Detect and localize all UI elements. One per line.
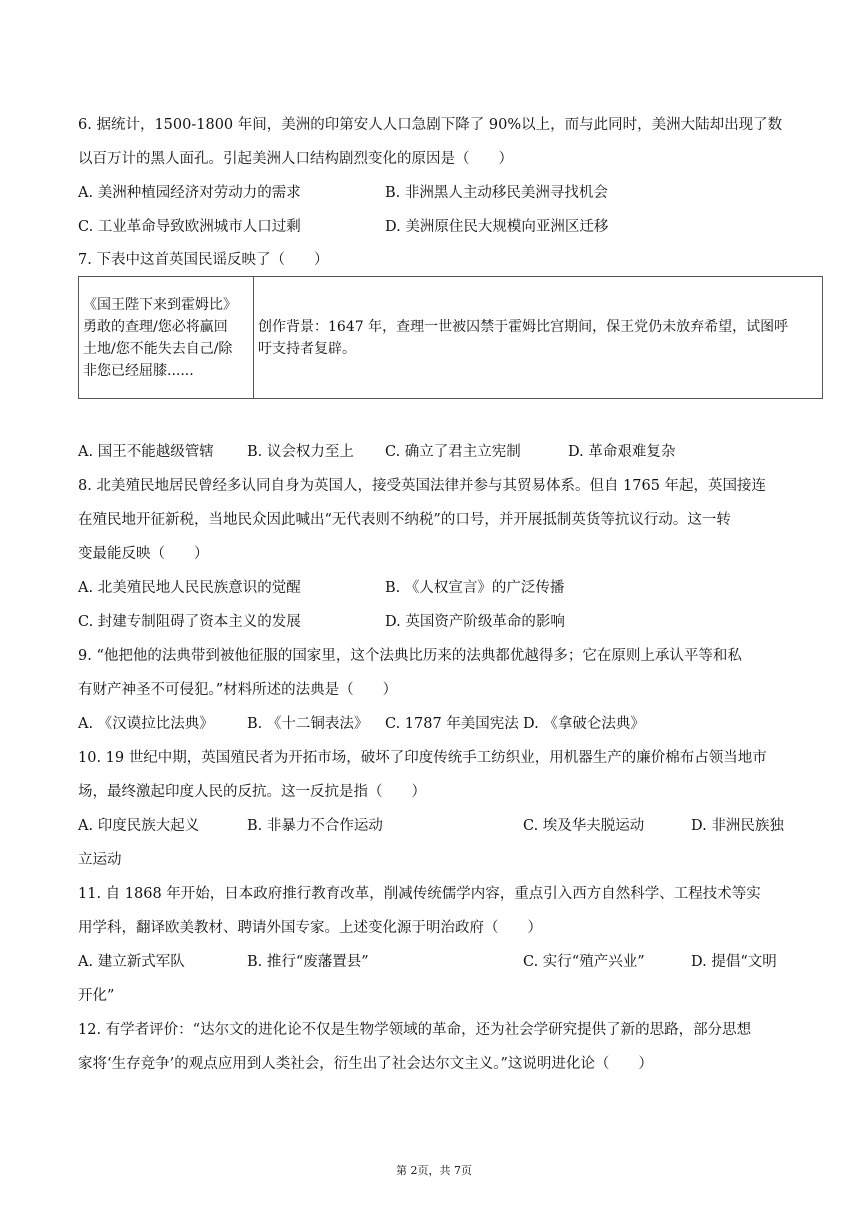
question-10-stem-line-1: 10. 19 世纪中期，英国殖民者为开拓市场，破坏了印度传统手工纺织业，用机器生产的廉价棉布占领当地市 bbox=[78, 750, 767, 766]
question-8-stem-line-1: 8. 北美殖民地居民曾经多认同自身为英国人，接受英国法律并参与其贸易体系。但自 1765 年起，英国接连 bbox=[78, 478, 767, 494]
option-d[interactable]: D. 《拿破仑法典》 bbox=[523, 716, 645, 732]
question-10-stem-line-2: 场，最终激起印度人民的反抗。这一反抗是指（ ） bbox=[78, 784, 426, 800]
option-c[interactable]: C. 工业革命导致欧洲城市人口过剩 bbox=[78, 219, 301, 235]
question-8-stem-line-3: 变最能反映（ ） bbox=[78, 546, 209, 562]
question-10-option-d-wrap: 立运动 bbox=[78, 852, 122, 868]
option-a[interactable]: A. 建立新式军队 bbox=[78, 954, 185, 970]
option-c[interactable]: C. 确立了君主立宪制 bbox=[385, 444, 521, 460]
question-9-stem-line-1: 9. “他把他的法典带到被他征服的国家里，这个法典比历来的法典都优越得多；它在原则上承认平等和私 bbox=[78, 648, 742, 664]
option-b[interactable]: B. 非洲黑人主动移民美洲寻找机会 bbox=[385, 185, 608, 201]
question-11-stem-line-1: 11. 自 1868 年开始，日本政府推行教育改革，削减传统儒学内容，重点引入西方自然科学、工程技术等实 bbox=[78, 886, 761, 902]
ballad-background-cell bbox=[254, 277, 823, 399]
ballad-line: 勇敢的查理/您必将赢回 bbox=[83, 318, 228, 335]
ballad-lyrics-cell bbox=[79, 277, 254, 399]
question-6-options-row-1 bbox=[78, 176, 838, 210]
question-7 bbox=[78, 243, 838, 277]
question-7-stem: 7. 下表中这首英国民谣反映了（ ） bbox=[78, 252, 329, 268]
question-11 bbox=[78, 877, 838, 1013]
question-8-options-row-1 bbox=[78, 571, 838, 605]
question-12-stem-line-2: 家将‘生存竞争’的观点应用到人类社会，衍生出了社会达尔文主义。”这说明进化论（ ） bbox=[78, 1056, 653, 1072]
option-b[interactable]: B. 《十二铜表法》 bbox=[247, 716, 369, 732]
ballad-line: 非您已经屈膝...... bbox=[83, 362, 194, 379]
option-b[interactable]: B. 推行“废藩置县” bbox=[247, 954, 369, 970]
option-c[interactable]: C. 1787 年美国宪法 bbox=[385, 716, 519, 732]
question-7-options-row bbox=[78, 435, 838, 469]
question-11-stem-line-2: 用学科，翻译欧美教材、聘请外国专家。上述变化源于明治政府（ ） bbox=[78, 920, 542, 936]
option-b[interactable]: B. 《人权宣言》的广泛传播 bbox=[385, 580, 565, 596]
question-9-stem-line-2: 有财产神圣不可侵犯。”材料所述的法典是（ ） bbox=[78, 682, 398, 698]
ballad-background-line-1: 创作背景：1647 年，查理一世被囚禁于霍姆比宫期间，保王党仍未放弃希望，试图呼 bbox=[258, 318, 789, 335]
question-8 bbox=[78, 469, 838, 639]
option-a[interactable]: A. 印度民族大起义 bbox=[78, 818, 200, 834]
question-8-stem-line-2: 在殖民地开征新税，当地民众因此喊出“无代表则不纳税”的口号，并开展抵制英货等抗议行动。这一转 bbox=[78, 512, 731, 528]
question-10-options-row bbox=[78, 809, 838, 843]
question-8-options-row-2 bbox=[78, 605, 838, 639]
question-6-stem-line-2: 以百万计的黑人面孔。引起美洲人口结构剧烈变化的原因是（ ） bbox=[78, 151, 513, 167]
question-12 bbox=[78, 1013, 838, 1081]
option-b[interactable]: B. 非暴力不合作运动 bbox=[247, 818, 383, 834]
question-12-stem-line-1: 12. 有学者评价：“达尔文的进化论不仅是生物学领域的革命，还为社会学研究提供了新的思路，部分思想 bbox=[78, 1022, 752, 1038]
question-9 bbox=[78, 639, 838, 741]
option-c[interactable]: C. 埃及华夫脱运动 bbox=[523, 818, 645, 834]
question-10 bbox=[78, 741, 838, 877]
option-d[interactable]: D. 英国资产阶级革命的影响 bbox=[385, 614, 565, 630]
option-a[interactable]: A. 北美殖民地人民民族意识的觉醒 bbox=[78, 580, 301, 596]
ballad-title: 《国王陛下来到霍姆比》 bbox=[83, 296, 237, 313]
ballad-table bbox=[78, 276, 823, 399]
option-c[interactable]: C. 封建专制阻碍了资本主义的发展 bbox=[78, 614, 301, 630]
option-d[interactable]: D. 美洲原住民大规模向亚洲区迁移 bbox=[385, 219, 609, 235]
option-a[interactable]: A. 国王不能越级管辖 bbox=[78, 444, 214, 460]
page-number: 第 2页，共 7页 bbox=[396, 1164, 472, 1177]
option-b[interactable]: B. 议会权力至上 bbox=[247, 444, 354, 460]
option-a[interactable]: A. 美洲种植园经济对劳动力的需求 bbox=[78, 185, 301, 201]
question-6-stem-line-1: 6. 据统计，1500-1800 年间，美洲的印第安人人口急剧下降了 90%以上，而与此同时，美洲大陆却出现了数 bbox=[78, 117, 783, 133]
question-11-options-row bbox=[78, 945, 838, 979]
ballad-line: 土地/您不能失去自己/除 bbox=[83, 340, 233, 357]
question-6-options-row-2 bbox=[78, 210, 838, 244]
ballad-background-line-2: 吁支持者复辟。 bbox=[258, 340, 356, 357]
question-9-options-row bbox=[78, 707, 838, 741]
option-d[interactable]: D. 非洲民族独 bbox=[691, 818, 784, 834]
question-11-option-d-wrap: 开化” bbox=[78, 988, 115, 1004]
question-6 bbox=[78, 108, 838, 244]
question-7-options bbox=[78, 435, 838, 469]
option-a[interactable]: A. 《汉谟拉比法典》 bbox=[78, 716, 214, 732]
option-d[interactable]: D. 革命艰难复杂 bbox=[568, 444, 676, 460]
option-d[interactable]: D. 提倡“文明 bbox=[691, 954, 777, 970]
option-c[interactable]: C. 实行“殖产兴业” bbox=[523, 954, 645, 970]
